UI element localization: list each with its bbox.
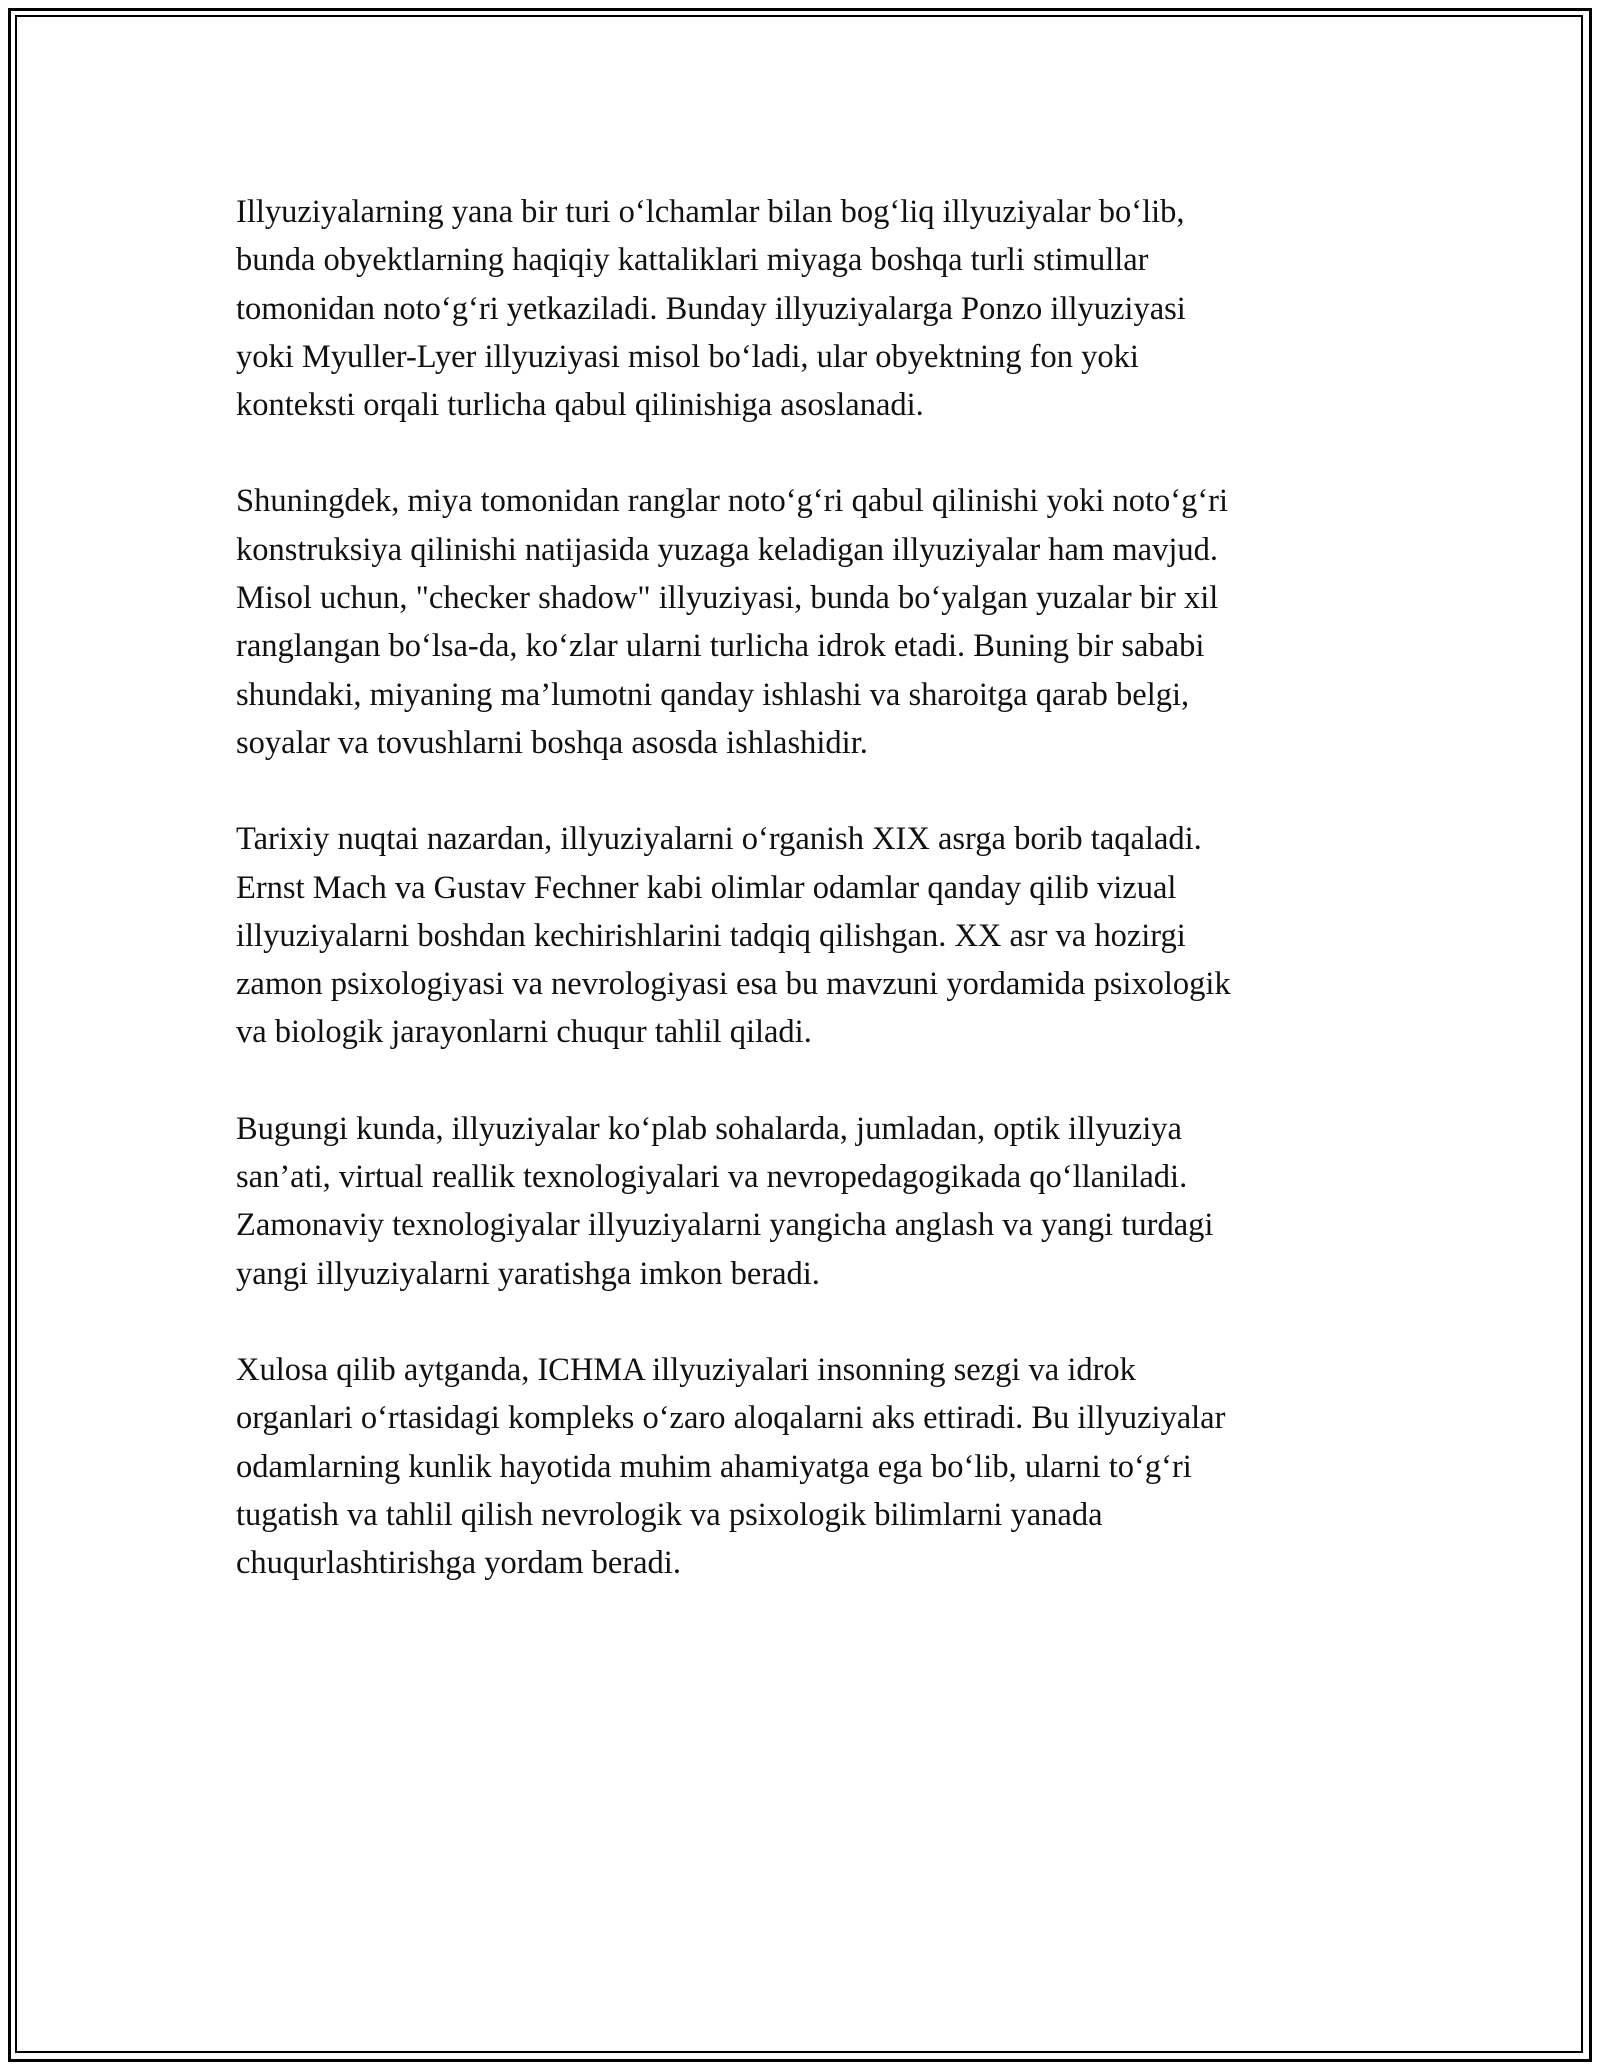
paragraph-size-illusions: Illyuziyalarning yana bir turi o‘lchamlar bilan bog‘liq illyuziyalar bo‘lib, bunda obyektlarning haqiqiy kattaliklari miyaga boshqa turli stimullar tomonidan noto‘g‘ri yetkaziladi. Bunday illyuziyalarga Ponzo illyuziyasi yoki Myuller-Lyer illyuziyasi misol bo‘ladi, ular obyektning fon yoki konteksti orqali turlicha qabul qilinishiga asoslanadi. — [236, 194, 1186, 424]
document-body — [236, 188, 1386, 1587]
paragraph-historical-context: Tarixiy nuqtai nazardan, illyuziyalarni o‘rganish XIX asrga borib taqaladi. Ernst Mach va Gustav Fechner kabi olimlar odamlar qanday qilib vizual illyuziyalarni boshdan kechirishlarini tadqiq qilishgan. XX asr va hozirgi zamon psixologiyasi va nevrologiyasi esa bu mavzuni yordamida psixologik va biologik jarayonlarni chuqur tahlil qiladi. — [236, 821, 1231, 1051]
paragraph-modern-applications: Bugungi kunda, illyuziyalar ko‘plab sohalarda, jumladan, optik illyuziya san’ati, virtual reallik texnologiyalari va nevropedagogikada qo‘llaniladi. Zamonaviy texnologiyalar illyuziyalarni yangicha anglash va yangi turdagi yangi illyuziyalarni yaratishga imkon beradi. — [236, 1110, 1214, 1292]
paragraph-conclusion: Xulosa qilib aytganda, ICHMA illyuziyalari insonning sezgi va idrok organlari o‘rtasidagi kompleks o‘zaro aloqalarni aks ettiradi. Bu illyuziyalar odamlarning kunlik hayotida muhim ahamiyatga ega bo‘lib, ularni to‘g‘ri tugatish va tahlil qilish nevrologik va psixologik bilimlarni yanada chuqurlashtirishga yordam beradi. — [236, 1351, 1226, 1582]
paragraph-color-illusions: Shuningdek, miya tomonidan ranglar noto‘g‘ri qabul qilinishi yoki noto‘g‘ri konstruksiya qilinishi natijasida yuzaga keladigan illyuziyalar ham mavjud. Misol uchun, "checker shadow" illyuziyasi, bunda bo‘yalgan yuzalar bir xil ranglangan bo‘lsa-da, ko‘zlar ularni turlicha idrok etadi. Buning bir sababi shundaki, miyaning ma’lumotni qanday ishlashi va sharoitga qarab belgi, soyalar va tovushlarni boshqa asosda ishlashidir. — [236, 483, 1229, 761]
